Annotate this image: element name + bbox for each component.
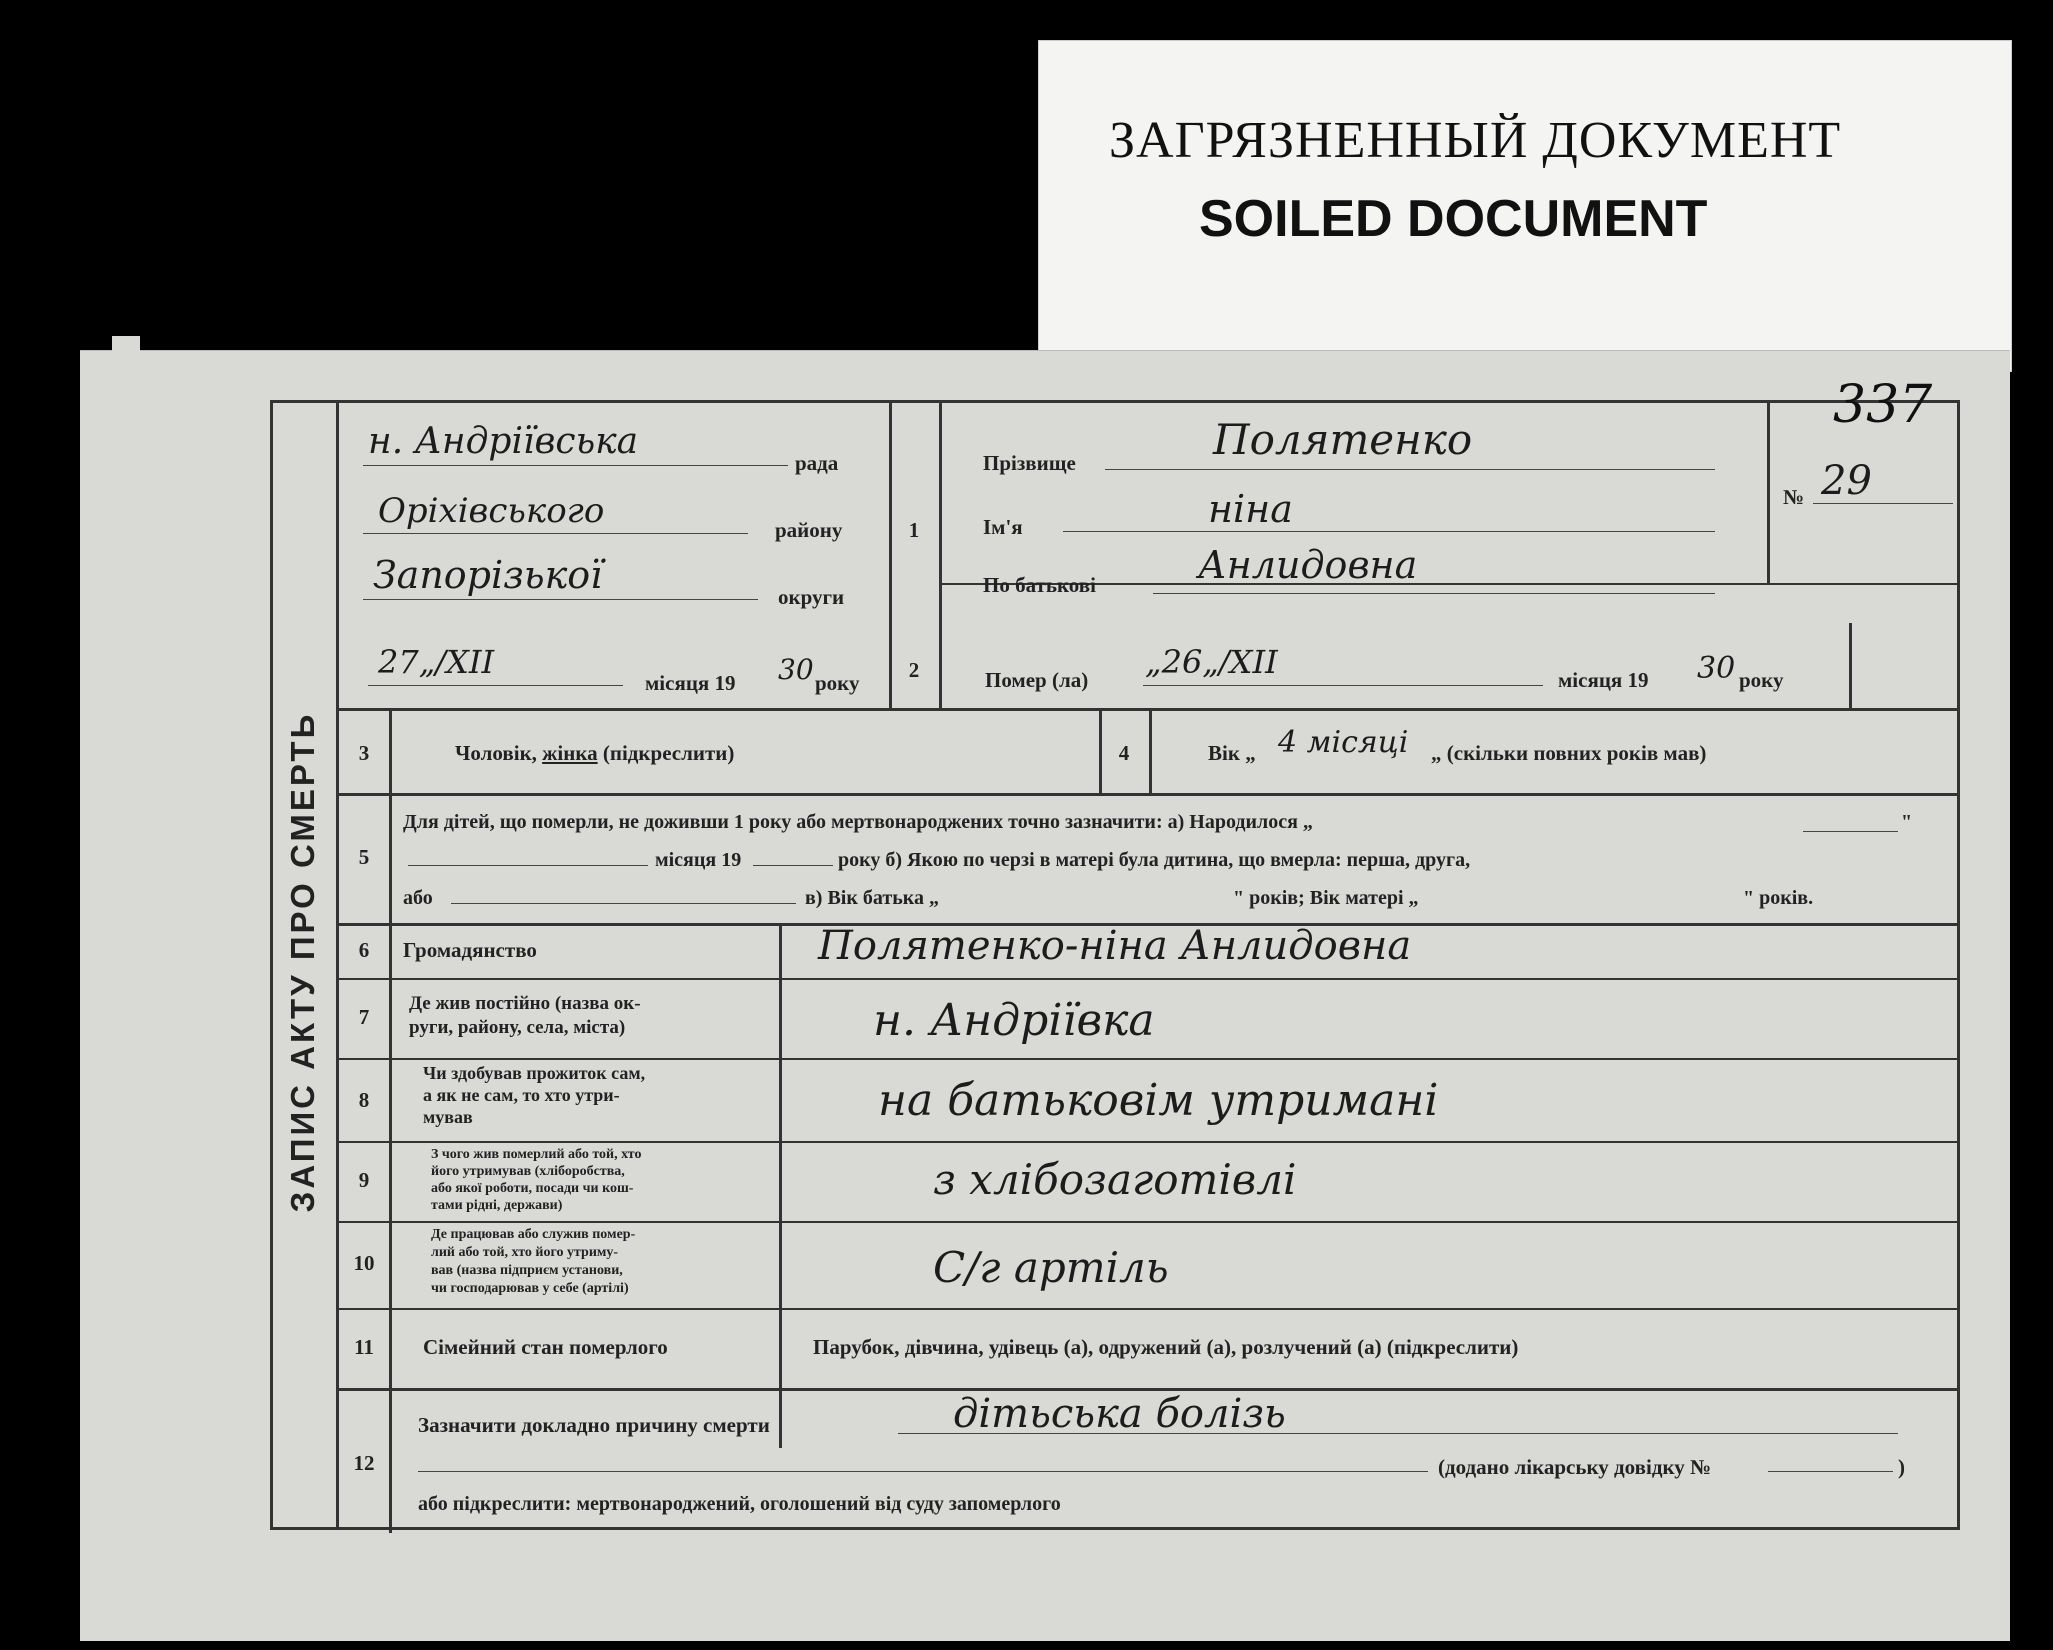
- raion-value: Оріхівського: [378, 491, 605, 531]
- underline: [1813, 503, 1953, 504]
- underline: [753, 865, 833, 866]
- underline: [1105, 469, 1715, 470]
- record-number-label: №: [1783, 485, 1805, 509]
- livelihood-value: з хлібозаготівлі: [933, 1155, 1297, 1204]
- row-number-4: 4: [1118, 741, 1130, 765]
- support-label-1: Чи здобував прожиток сам,: [423, 1063, 646, 1083]
- citizenship-value: Полятенко-ніна Анлидовна: [818, 923, 1412, 969]
- underline: [418, 1471, 1428, 1472]
- divider: [339, 1141, 1959, 1143]
- divider: [339, 1058, 1959, 1060]
- patronymic-value: Анлидовна: [1198, 543, 1418, 587]
- row-number-12: 12: [353, 1451, 375, 1475]
- mother-age-label: " років; Вік матері „: [1233, 887, 1419, 909]
- underline: [1153, 593, 1715, 594]
- sex-field: [455, 741, 734, 766]
- underline: [363, 465, 788, 466]
- infant-line-2: року б) Якою по черзі в матері була дитина, що вмерла: перша, друга,: [838, 849, 1471, 871]
- side-title: ЗАПИС АКТУ ПРО СМЕРТЬ: [284, 711, 321, 1213]
- corner-handwritten-mark: 337: [1833, 375, 1933, 435]
- divider: [339, 1308, 1959, 1310]
- divider: [939, 403, 942, 708]
- cause-of-death-label: Зазначити докладно причину смерти: [418, 1413, 770, 1437]
- infant-line-1-end: ": [1901, 811, 1913, 833]
- age-suffix: „ (скільки повних років мав): [1431, 741, 1707, 765]
- livelihood-label-4: тами рідні, держави): [431, 1198, 563, 1213]
- age-value: 4 місяці: [1278, 725, 1409, 760]
- row-number-7: 7: [358, 1005, 370, 1029]
- underline: [451, 903, 796, 904]
- workplace-value: С/г артіль: [933, 1243, 1169, 1292]
- divider: [779, 923, 782, 1448]
- row-number-9: 9: [358, 1168, 370, 1192]
- workplace-label-1: Де працював або служив помер-: [431, 1227, 636, 1242]
- raion-label: району: [775, 518, 843, 542]
- divider: [339, 978, 1959, 980]
- residence-label-2: руги, району, села, міста): [409, 1017, 626, 1038]
- divider: [889, 403, 892, 708]
- residence-label-1: Де жив постійно (назва ок-: [409, 993, 641, 1014]
- infant-line-1: Для дітей, що померли, не доживши 1 року або мертвонароджених точно зазначити: а) Народилося „: [403, 811, 1313, 833]
- soiled-document-card: [1038, 40, 2012, 372]
- death-year-value: 30: [1697, 651, 1736, 686]
- death-month-label: місяця 19: [1558, 668, 1649, 692]
- row-number-6: 6: [358, 938, 370, 962]
- patronymic-label: По батькові: [983, 573, 1096, 597]
- marital-status-label: Сімейний стан померлого: [423, 1335, 668, 1359]
- sex-underlined: жінка: [542, 741, 598, 765]
- underline: [1143, 685, 1543, 686]
- death-date-value: „26„/XII: [1145, 643, 1278, 681]
- divider: [389, 923, 392, 1448]
- row-number-8: 8: [358, 1088, 370, 1112]
- cause-of-death-value: дітьська болізь: [953, 1391, 1286, 1437]
- okruha-value: Запорізької: [373, 553, 603, 597]
- death-date-label: Помер (ла): [985, 668, 1089, 692]
- support-label-2: а як не сам, то хто утри-: [423, 1085, 620, 1105]
- infant-line-2-month: місяця 19: [655, 849, 742, 871]
- livelihood-label-1: З чого жив померлий або той, хто: [431, 1147, 642, 1162]
- okruha-label: округи: [778, 585, 845, 609]
- surname-value: Полятенко: [1213, 415, 1473, 464]
- row-number-5: 5: [358, 845, 370, 869]
- underline: [1063, 531, 1715, 532]
- divider: [1099, 708, 1102, 793]
- livelihood-label-2: його утримував (хліборобства,: [431, 1164, 625, 1179]
- medical-certificate-end: ): [1898, 1455, 1905, 1479]
- underline: [363, 533, 748, 534]
- divider: [1849, 623, 1852, 708]
- divider: [339, 1221, 1959, 1223]
- underline: [408, 865, 648, 866]
- sex-prefix: Чоловік,: [455, 741, 543, 765]
- registration-year-value: 30: [778, 653, 814, 686]
- name-value: ніна: [1208, 487, 1293, 531]
- name-label: Ім'я: [983, 515, 1023, 539]
- soiled-document-en: SOILED DOCUMENT: [1199, 190, 1708, 248]
- row-number-10: 10: [353, 1251, 375, 1275]
- stillborn-footer: або підкреслити: мертвонароджений, оголошений від суду запомерлого: [418, 1493, 1061, 1515]
- father-age-label: в) Вік батька „: [805, 887, 939, 909]
- marital-status-options: Парубок, дівчина, удівець (а), одружений (а), розлучений (а) (підкреслити): [813, 1335, 1519, 1359]
- divider: [389, 708, 392, 793]
- divider: [339, 793, 1959, 796]
- citizenship-label: Громадянство: [403, 938, 537, 962]
- underline: [898, 1433, 1898, 1434]
- divider: [389, 793, 392, 923]
- workplace-label-4: чи господарював у себе (артілі): [431, 1281, 629, 1296]
- infant-line-3-start: або: [403, 887, 433, 909]
- registration-date-value: 27„/XII: [378, 643, 495, 681]
- side-title-column: [273, 403, 339, 1527]
- rada-value: н. Андріївська: [368, 421, 639, 462]
- underline: [1768, 1471, 1893, 1472]
- row-number-2: 2: [908, 658, 920, 682]
- sex-suffix: (підкреслити): [597, 741, 735, 765]
- underline: [368, 685, 623, 686]
- surname-label: Прізвище: [983, 451, 1076, 475]
- death-record-form: [270, 375, 1960, 1530]
- row-number-11: 11: [354, 1335, 374, 1359]
- soiled-document-ru: ЗАГРЯЗНЕННЫЙ ДОКУМЕНТ: [1109, 112, 1842, 169]
- record-number-value: 29: [1821, 458, 1872, 504]
- row-number-3: 3: [358, 741, 370, 765]
- workplace-label-2: лий або той, хто його утриму-: [431, 1245, 619, 1260]
- rada-label: рада: [795, 451, 839, 475]
- medical-certificate-label: (додано лікарську довідку №: [1438, 1455, 1712, 1479]
- registration-month-label: місяця 19: [645, 671, 736, 695]
- underline: [363, 599, 758, 600]
- age-label: Вік „: [1208, 741, 1256, 765]
- paper-torn-tab: [112, 336, 140, 366]
- support-value: на батьковім утримані: [878, 1075, 1439, 1126]
- underline: [1803, 831, 1898, 832]
- livelihood-label-3: або якої роботи, посади чи кош-: [431, 1181, 634, 1196]
- support-label-3: мував: [423, 1107, 473, 1127]
- death-year-label: року: [1739, 668, 1784, 692]
- residence-value: н. Андріївка: [873, 995, 1155, 1046]
- divider: [389, 1388, 392, 1533]
- divider: [1767, 403, 1770, 583]
- mother-age-end: " років.: [1743, 887, 1814, 909]
- workplace-label-3: вав (назва підприєм установи,: [431, 1263, 623, 1278]
- registration-year-label: року: [815, 671, 860, 695]
- row-number-1: 1: [908, 518, 920, 542]
- divider: [1149, 708, 1152, 793]
